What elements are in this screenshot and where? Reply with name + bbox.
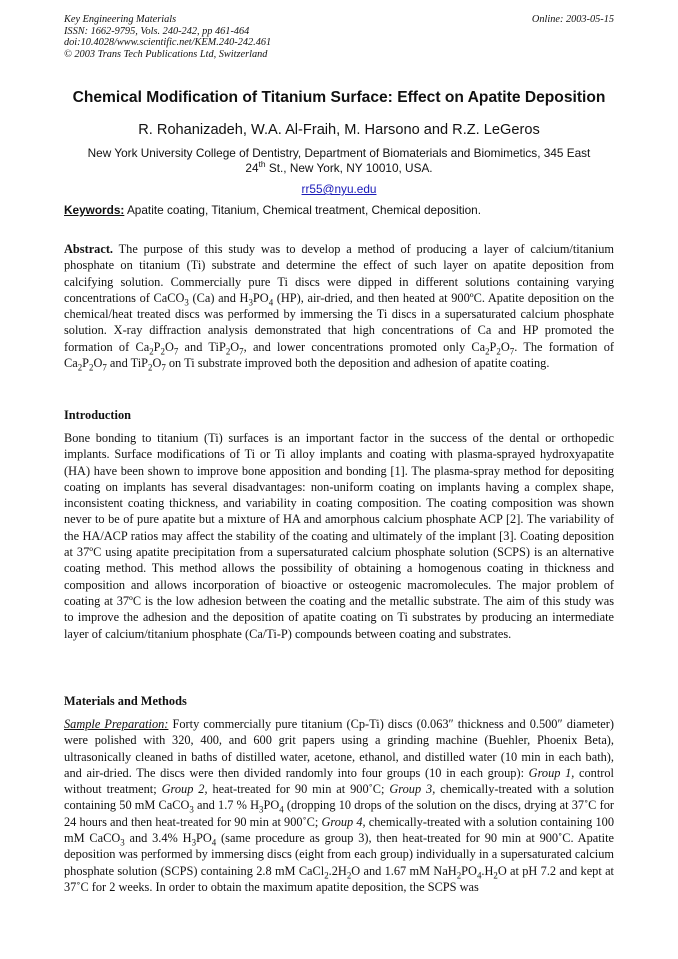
abstract-text: and TiP bbox=[106, 356, 148, 371]
abstract-text: and TiP bbox=[178, 339, 226, 354]
subscript: 2 bbox=[324, 870, 329, 881]
online-date: Online: 2003-05-15 bbox=[531, 14, 614, 25]
subscript: 2 bbox=[149, 346, 154, 357]
subscript: 4 bbox=[279, 804, 284, 815]
subscript: 2 bbox=[485, 346, 490, 357]
email-link[interactable]: rr55@nyu.edu bbox=[301, 182, 377, 196]
abstract-text: O bbox=[164, 339, 174, 354]
group-label: Group 2, bbox=[161, 782, 208, 797]
affiliation-rest: St., New York, NY 10010, USA. bbox=[265, 161, 433, 175]
subscript: 2 bbox=[148, 362, 153, 373]
author-list: R. Rohanizadeh, W.A. Al-Fraih, M. Harsono and R.Z. LeGeros bbox=[138, 122, 540, 138]
copyright-line: © 2003 Trans Tech Publications Ltd, Switzerland bbox=[64, 48, 268, 60]
abstract-text: on Ti substrate improved both the deposition and adhesion of apatite coating. bbox=[165, 356, 550, 371]
methods-text: PO bbox=[461, 863, 477, 878]
abstract-text: O bbox=[230, 339, 240, 354]
methods-heading: Materials and Methods bbox=[64, 694, 187, 708]
abstract-text: PO bbox=[252, 290, 269, 305]
methods-text: (same procedure as group 3), then heat-treated for 90 min at 900˚C. Apatite deposition was performed by immersing discs (eight from each group) individually in a supersaturated calcium phosphate solution (SCPS) containing 2.8 mM CaCl bbox=[64, 831, 614, 878]
methods-text: PO bbox=[196, 831, 212, 846]
methods-text: Forty commercially pure titanium (Cp-Ti) discs (0.063″ thickness and 0.500″ diameter) were polished with 320, 400, and 600 grit papers using a grinding machine (Buehler, Phoenix Beta), ultrasonically cleaned in baths of distilled water, acetone, ethanol, and distilled water (10 min in each bath), and air-dried. The discs were then divided randomly into four groups (10 in each group): bbox=[64, 717, 614, 780]
affiliation bbox=[64, 146, 614, 176]
methods-text: O at pH 7.2 and kept at 37˚C for 2 weeks. In order to obtain the maximum apatite deposition, the SCPS was bbox=[64, 863, 614, 894]
abstract-text: O bbox=[500, 339, 510, 354]
doi-line: doi:10.4028/www.scientific.net/KEM.240-242.461 bbox=[64, 37, 272, 48]
methods-text: chemically-treated with a solution containing 50 mM CaCO bbox=[64, 782, 614, 813]
subscript: 3 bbox=[259, 804, 264, 815]
subscript: 3 bbox=[248, 297, 253, 308]
introduction-heading: Introduction bbox=[64, 408, 131, 422]
methods-text: (dropping 10 drops of the solution on the discs, drying at 37˚C for 24 hours and then heat-treated for 90 min at 900˚C; bbox=[64, 798, 614, 829]
subscript: 3 bbox=[120, 837, 125, 848]
subscript: 2 bbox=[456, 870, 462, 881]
abstract-text: O bbox=[152, 356, 162, 371]
keywords-text: Apatite coating, Titanium, Chemical treatment, Chemical deposition. bbox=[124, 203, 482, 217]
keywords-label: Keywords: bbox=[64, 203, 125, 217]
abstract-text: (HP), air-dried, and then heated at 900ºC. Apatite deposition on the chemical/heat treated discs was performed by immersing the Ti discs in a supersaturated calcium phosphate solution. X-ray diffraction analysis demonstrated that high concentrations of Ca and HP promoted the formation of Ca bbox=[64, 290, 614, 354]
methods-text: control without treatment; bbox=[64, 765, 614, 797]
subscript: 2 bbox=[77, 362, 83, 373]
subscript: 7 bbox=[161, 362, 166, 373]
issn-line: ISSN: 1662-9795, Vols. 240-242, pp 461-464 bbox=[64, 25, 250, 37]
subscript: 3 bbox=[184, 297, 189, 308]
subscript: 2 bbox=[225, 346, 231, 357]
paper-title: Chemical Modification of Titanium Surface: Effect on Apatite Deposition bbox=[72, 89, 606, 106]
methods-text: .H bbox=[481, 863, 494, 878]
abstract-paragraph bbox=[64, 241, 614, 371]
subscript: 4 bbox=[211, 837, 217, 848]
subscript: 2 bbox=[493, 870, 498, 881]
subscript: 4 bbox=[476, 870, 482, 881]
subscript: 3 bbox=[189, 804, 194, 815]
abstract-label: Abstract. bbox=[64, 242, 114, 256]
subscript: 2 bbox=[89, 362, 94, 373]
abstract-text: P bbox=[489, 339, 497, 354]
subscript: 4 bbox=[268, 297, 274, 308]
subscript: 2 bbox=[160, 346, 165, 357]
journal-name: Key Engineering Materials bbox=[64, 14, 177, 25]
subscript: 3 bbox=[191, 837, 197, 848]
methods-text: heat-treated for 90 min at 900˚C; bbox=[207, 782, 390, 797]
affiliation-ordinal: th bbox=[258, 159, 266, 170]
subscript: 7 bbox=[102, 362, 107, 373]
abstract-text: P bbox=[153, 339, 161, 354]
methods-text: chemically-treated with a solution containing 100 mM CaCO bbox=[64, 814, 614, 846]
abstract-text: (Ca) and H bbox=[188, 290, 249, 305]
affiliation-line1: New York University College of Dentistry, Department of Biomaterials and Biomimetics, 345 East bbox=[87, 146, 591, 160]
abstract-text: . The formation of Ca bbox=[64, 339, 614, 371]
introduction-paragraph: Bone bonding to titanium (Ti) surfaces is an important factor in the success of the dental or orthopedic implants. Surface modifications of Ti or Ti alloy implants and coating with plasma-sprayed hydroxyapatite (HA) have been shown to improve bone apposition and bonding [1]. The plasma-spray method for depositing coating on implants has several disadvantages: non-uniform coating on implants having a complex shape, inconsistent coating thickness, and variability in coating composition. The coating composition was shown never to be of pure apatite but a mixture of HA and amorphous calcium phosphate ACP [2]. The variability of the HA/ACP ratios may affect the stability of the coating and ultimately of the implant [3]. Coating deposition at 37ºC using apatite precipitation from a supersaturated calcium phosphate solution (SCPS) is an alternative coating method. This method allows the possibility of obtaining a homogenous coating in thickness and composition and allows incorporation of bioactive or osteogenic macromolecules. The major problem of coating at 37ºC is the low adhesion between the coating and the metallic substrate. The aim of this study was to improve the adhesion and the deposition of apatite coating on Ti substrates by producing an intermediate layer of calcium/titanium phosphate (Ca/Ti-P) compounds between coating and substrates. bbox=[64, 431, 614, 641]
email-line bbox=[0, 182, 678, 196]
methods-text: .2H bbox=[328, 863, 347, 878]
keywords bbox=[64, 203, 624, 217]
methods-text: and 3.4% H bbox=[124, 831, 192, 846]
abstract-text: , and lower concentrations promoted only Ca bbox=[243, 339, 486, 354]
journal-metadata bbox=[64, 14, 271, 60]
subscript: 2 bbox=[346, 870, 352, 881]
abstract-text: P bbox=[82, 356, 90, 371]
sample-preparation-label: Sample Preparation: bbox=[64, 717, 169, 731]
methods-paragraph bbox=[64, 716, 614, 895]
methods-text: and 1.7 % H bbox=[193, 798, 260, 813]
subscript: 7 bbox=[173, 346, 179, 357]
subscript: 7 bbox=[509, 346, 515, 357]
group-label: Group 3, bbox=[389, 782, 436, 797]
group-label: Group 4, bbox=[321, 814, 366, 829]
affiliation-street-number: 24 bbox=[245, 161, 259, 175]
abstract-text: O bbox=[93, 356, 103, 371]
abstract-text: The purpose of this study was to develop a method of producing a layer of calcium/titanium phosphate on titanium (Ti) substrate and determine the effect of such layer on apatite deposition from calcifying solution. Commercially pure Ti discs were dipped in different solutions containing varying concentrations of CaCO bbox=[64, 242, 614, 305]
methods-text: O and 1.67 mM NaH bbox=[351, 863, 457, 878]
methods-text: PO bbox=[263, 798, 280, 813]
subscript: 7 bbox=[239, 346, 244, 357]
group-label: Group 1, bbox=[528, 765, 575, 780]
subscript: 2 bbox=[496, 346, 501, 357]
